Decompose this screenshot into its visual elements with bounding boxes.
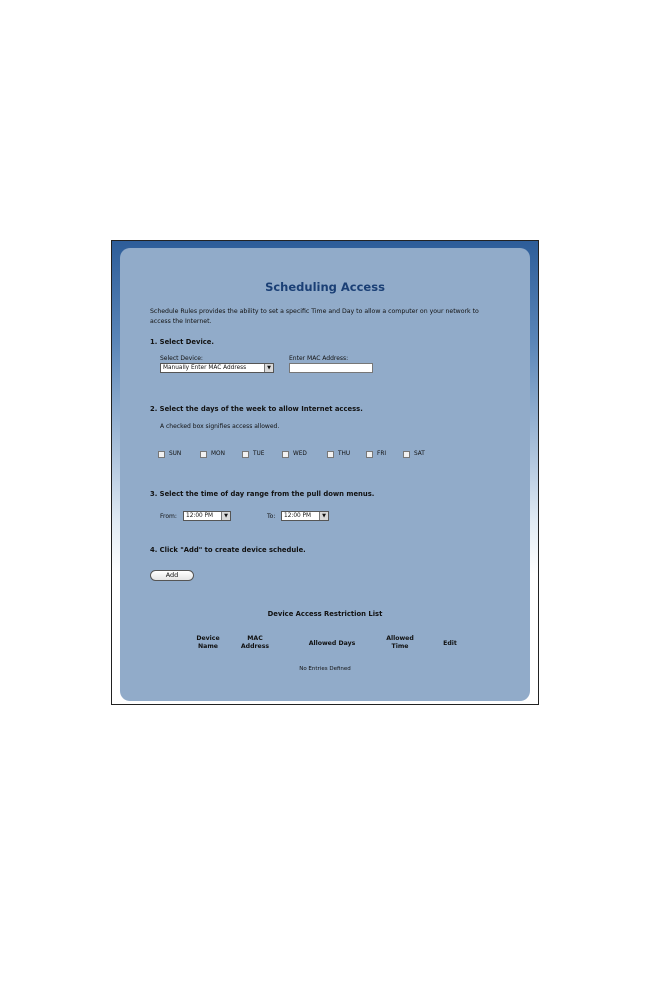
step1-heading: 1. Select Device. [150, 338, 214, 346]
page-description: Schedule Rules provides the ability to set a specific Time and Day to allow a computer on your network to access the Internet. [150, 308, 479, 325]
day-label: FRI [377, 451, 387, 457]
day-label: SAT [414, 451, 425, 457]
checkbox-icon[interactable] [282, 451, 289, 458]
day-label: SUN [169, 451, 182, 457]
checkbox-icon[interactable] [366, 451, 373, 458]
restriction-list-title: Device Access Restriction List [267, 610, 383, 618]
day-label: TUE [253, 451, 265, 457]
chevron-down-icon: ▼ [319, 512, 328, 520]
checkbox-icon[interactable] [158, 451, 165, 458]
col-allowed-time: Allowed Time [386, 635, 414, 650]
select-device-label: Select Device: [160, 355, 203, 362]
mac-address-label: Enter MAC Address: [289, 355, 349, 362]
from-time-value: 12:00 PM [186, 513, 214, 519]
checkbox-icon[interactable] [327, 451, 334, 458]
col-mac-address: MAC Address [240, 635, 270, 650]
empty-list-message: No Entries Defined [299, 666, 351, 672]
day-label: MON [211, 451, 225, 457]
mac-address-input[interactable] [289, 363, 373, 373]
step2-heading: 2. Select the days of the week to allow Internet access. [150, 405, 363, 413]
select-device-value: Manually Enter MAC Address [163, 365, 247, 371]
to-time-dropdown[interactable] [281, 511, 329, 521]
col-edit: Edit [443, 640, 457, 647]
to-label: To: [267, 513, 276, 520]
step4-heading: 4. Click "Add" to create device schedule. [150, 546, 306, 554]
col-allowed-days: Allowed Days [308, 640, 356, 647]
chevron-down-icon: ▼ [221, 512, 230, 520]
day-label: WED [293, 451, 307, 457]
checkbox-icon[interactable] [200, 451, 207, 458]
chevron-down-icon: ▼ [264, 364, 273, 372]
screenshot-frame [111, 240, 539, 705]
add-button[interactable]: Add [150, 570, 194, 581]
step3-heading: 3. Select the time of day range from the pull down menus. [150, 490, 375, 498]
from-label: From: [160, 513, 177, 520]
checkbox-icon[interactable] [242, 451, 249, 458]
page-title: Scheduling Access [265, 280, 385, 294]
checkbox-icon[interactable] [403, 451, 410, 458]
to-time-value: 12:00 PM [284, 513, 312, 519]
col-device-name: Device Name [196, 635, 220, 650]
select-device-dropdown[interactable] [160, 363, 274, 373]
content-panel [120, 248, 530, 701]
days-note: A checked box signifies access allowed. [160, 423, 280, 430]
from-time-dropdown[interactable] [183, 511, 231, 521]
day-label: THU [338, 451, 351, 457]
